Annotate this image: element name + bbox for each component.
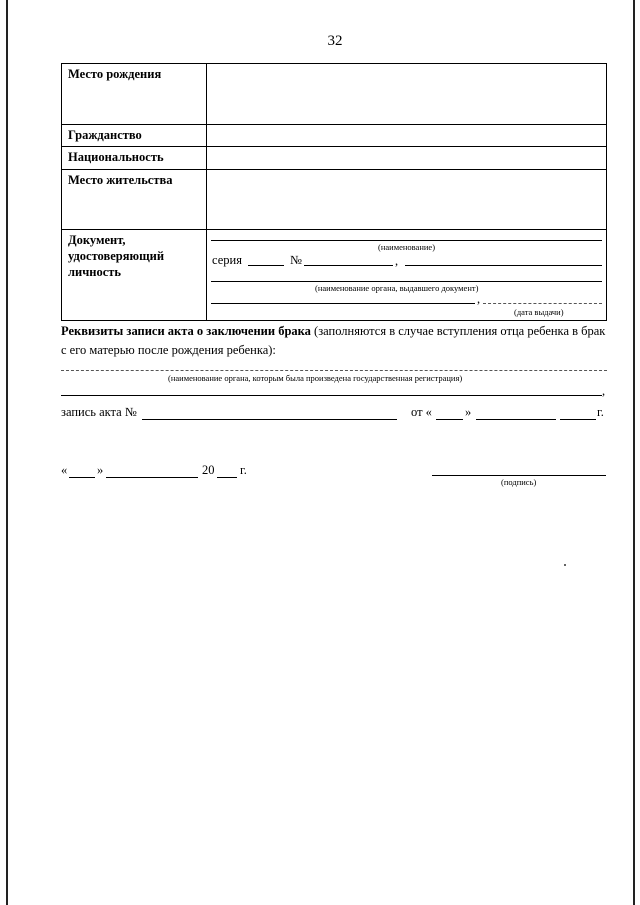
record-number-field[interactable] <box>142 419 397 420</box>
residence-field[interactable] <box>207 170 607 230</box>
issuer-line[interactable] <box>211 281 602 282</box>
personal-data-table <box>61 63 607 321</box>
number-field[interactable] <box>304 265 393 266</box>
marriage-heading-bold: Реквизиты записи акта о заключении брака <box>61 324 311 338</box>
birthplace-label: Место рождения <box>62 64 207 125</box>
record-year-field[interactable] <box>560 419 596 420</box>
document-label-line-1: Документ, <box>68 233 126 247</box>
sign-year-prefix: 20 <box>202 463 215 477</box>
signature-caption: (подпись) <box>501 477 537 487</box>
series-comma: , <box>395 254 399 268</box>
citizenship-label: Гражданство <box>62 125 207 147</box>
issue-date-field[interactable] <box>483 303 602 304</box>
sign-year-field[interactable] <box>217 477 237 478</box>
citizenship-field[interactable] <box>207 125 607 147</box>
row-residence <box>62 170 607 230</box>
series-field[interactable] <box>248 265 284 266</box>
document-details-cell <box>207 230 607 321</box>
page-left-edge <box>6 0 8 905</box>
sign-day-field[interactable] <box>69 477 95 478</box>
page-right-edge <box>633 0 635 905</box>
doc-extra-field[interactable] <box>405 265 602 266</box>
issue-date-caption: (дата выдачи) <box>514 307 564 317</box>
row-nationality <box>62 147 607 170</box>
number-label: № <box>290 253 302 267</box>
birthplace-field[interactable] <box>207 64 607 125</box>
record-year-suffix: г. <box>597 405 604 419</box>
record-day-close-quote: » <box>465 405 472 419</box>
record-date-from-label: от « <box>411 405 432 419</box>
registration-line-bottom[interactable] <box>61 395 602 396</box>
issuer-caption: (наименование органа, выдавшего документ) <box>315 283 479 293</box>
issuer-line-2[interactable] <box>211 303 475 304</box>
row-citizenship <box>62 125 607 147</box>
marriage-heading-rest: (заполняются в случае вступления отца ребенка в брак с его матерью после рождения ребенка): <box>61 324 606 357</box>
document-label <box>62 230 207 321</box>
nationality-field[interactable] <box>207 147 607 170</box>
signature-field[interactable] <box>432 475 606 476</box>
row-identity-document <box>62 230 607 321</box>
page-number: 32 <box>327 33 343 49</box>
issuer-comma: , <box>477 292 481 306</box>
doc-name-line[interactable] <box>211 240 602 241</box>
sign-month-field[interactable] <box>106 477 198 478</box>
marriage-record-heading <box>61 322 607 360</box>
residence-label: Место жительства <box>62 170 207 230</box>
sign-date-close-quote: » <box>97 463 104 477</box>
record-number-label: запись акта № <box>61 405 137 419</box>
registration-line-top[interactable] <box>61 370 607 371</box>
record-day-field[interactable] <box>436 419 463 420</box>
series-label: серия <box>212 253 242 267</box>
registration-comma: , <box>602 384 606 398</box>
record-month-field[interactable] <box>476 419 556 420</box>
scan-speck <box>564 564 566 566</box>
nationality-label: Национальность <box>62 147 207 170</box>
registration-caption: (наименование органа, которым была произведена государственная регистрация) <box>168 373 463 383</box>
row-birthplace <box>62 64 607 125</box>
document-label-line-3: личность <box>68 265 122 279</box>
sign-year-suffix: г. <box>240 463 247 477</box>
sign-date-open-quote: « <box>61 463 68 477</box>
document-label-line-2: удостоверяющий <box>68 249 165 263</box>
doc-name-caption: (наименование) <box>378 242 436 252</box>
